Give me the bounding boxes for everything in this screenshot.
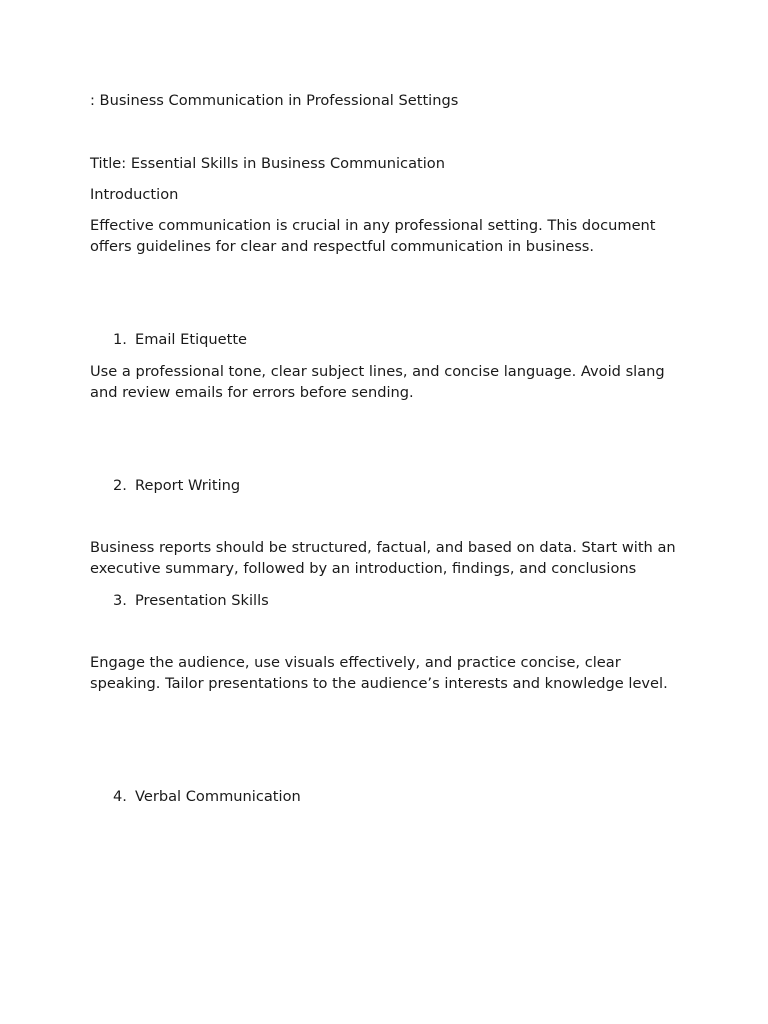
document-header-line: : Business Communication in Professional Settings [90,92,459,109]
section-heading-presentation-skills [113,591,673,612]
list-number: 2. [113,477,127,494]
section-heading-text: Email Etiquette [135,331,248,348]
list-number: 3. [113,592,127,609]
document-title: Title: Essential Skills in Business Communication [90,155,445,172]
section-heading-text: Report Writing [135,477,241,494]
section-body-presentation-skills: Engage the audience, use visuals effectively, and practice concise, clear speaking. Tailor presentations to the audience’s interests and knowledge level. [90,654,668,692]
list-number: 1. [113,331,127,348]
section-heading-report-writing [113,476,673,497]
section-heading-email-etiquette [113,330,673,351]
section-body-report-writing: Business reports should be structured, factual, and based on data. Start with an executive summary, followed by an introduction, findings, and conclusions [90,539,676,577]
intro-heading: Introduction [90,186,179,203]
section-body-email-etiquette: Use a professional tone, clear subject lines, and concise language. Avoid slang and review emails for errors before sending. [90,363,665,401]
section-heading-text: Verbal Communication [135,788,301,805]
list-number: 4. [113,788,127,805]
intro-paragraph: Effective communication is crucial in any professional setting. This document offers guidelines for clear and respectful communication in business. [90,217,656,255]
section-heading-text: Presentation Skills [135,592,269,609]
section-heading-verbal-communication [113,787,673,808]
